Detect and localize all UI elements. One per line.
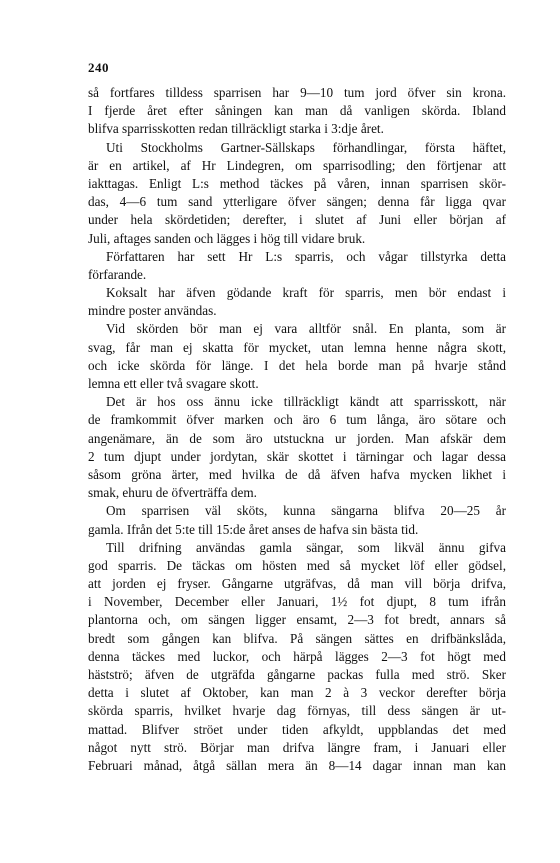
text-line: blifva sparrisskotten redan tillräckligt starka i 3:dje året.	[88, 121, 384, 137]
text-line: Till drifning användas gamla sängar, som likväl ännu gifva	[106, 539, 506, 555]
text-line: denna täckes med luckor, och härpå lägges 2—3 fot högt med	[88, 648, 506, 664]
text-line: 2 tum djupt under jordytan, skär skottet i tärningar och lagar dessa	[88, 448, 506, 464]
text-line: iakttagas. Enligt L:s method täckes på våren, innan sparrisen skör-	[88, 175, 506, 191]
text-line: så fortfares tilldess sparrisen har 9—10 tum jord öfver sin krona.	[88, 85, 506, 100]
text-line: förfarande.	[88, 266, 147, 282]
text-line: detta i slutet af Oktober, kan man 2 à 3 veckor derefter börja	[88, 685, 506, 701]
text-line: och icke skörda för länge. I det hela borde man på hvarje stånd	[88, 357, 506, 373]
text-line: hästströ; äfven de utgräfda gångarne packas fulla med strö. Sker	[88, 667, 506, 682]
text-line: smak, ehuru de öfverträffa dem.	[88, 485, 257, 501]
text-line: under hela skördetiden; derefter, i slutet af Juni eller början af	[88, 212, 506, 228]
text-line: något nytt strö. Börjar man drifva längre fram, i Januari eller	[88, 739, 506, 755]
text-line: mindre poster användas.	[88, 303, 217, 319]
text-line: de framkommit öfver marken och äro 6 tum långa, äro sötare och	[88, 412, 506, 428]
text-line: Uti Stockholms Gartner-Sällskaps förhandlingar, första häftet,	[106, 139, 506, 155]
text-line: das, 4—6 tum sand ytterligare öfver sängen; denna får ligga qvar	[88, 194, 506, 210]
book-page	[88, 60, 506, 775]
text-line: lemna ett eller två svagare skott.	[88, 376, 259, 391]
text-line: Vid skörden bör man ej vara alltför snål. En planta, som är	[106, 321, 506, 337]
text-line: I fjerde året efter såningen kan man då vanligen skörda. Ibland	[88, 103, 506, 119]
text-line: bredt som gången kan blifva. På sängen sättes en drifbänkslåda,	[88, 630, 506, 646]
text-line: såsom gröna ärter, med hvilka de då äfven hafva mycken likhet i	[88, 466, 506, 482]
text-line: plantorna och, om sängen ligger ensamt, 2—3 fot bredt, annars så	[88, 612, 506, 628]
text-line: i November, December eller Januari, 1½ fot djupt, 8 tum ifrån	[88, 594, 506, 610]
text-line: Om sparrisen väl sköts, kunna sängarna blifva 20—25 år	[106, 503, 506, 519]
text-line: Författaren har sett Hr L:s sparris, och vågar tillstyrka detta	[106, 248, 506, 264]
text-line: god sparris. De täckas om hösten med så mycket löf eller gödsel,	[88, 557, 506, 573]
text-line: är en artikel, af Hr Lindegren, om sparrisodling; den förtjenar att	[88, 157, 506, 173]
text-line: Det är hos oss ännu icke tillräckligt kändt att sparrisskott, när	[106, 394, 506, 410]
text-line: mattad. Blifver ströet under tiden afkyldt, uppblandas det med	[88, 721, 506, 737]
text-line: angenämare, än de som äro utstuckna ur jorden. Man afskär dem	[88, 430, 506, 446]
text-line: Februari månad, åtgå sällan mera än 8—14 dagar innan man kan	[88, 757, 506, 773]
text-line: Koksalt har äfven gödande kraft för sparris, men bör endast i	[106, 285, 506, 301]
page-body-text	[88, 84, 506, 775]
page-number: 240	[88, 60, 109, 75]
text-line: Juli, aftages sanden och lägges i hög till vidare bruk.	[88, 230, 366, 246]
text-line: att jorden ej fryser. Gångarne utgräfvas, då man vill börja drifva,	[88, 576, 506, 592]
text-line: gamla. Ifrån det 5:te till 15:de året anses de hafva sin bästa tid.	[88, 521, 419, 537]
text-line: skörda sparris, hvilket hvarje dag förnyas, till dess sängen är ut-	[88, 703, 506, 719]
text-line: svag, får man ej skatta för mycket, utan lemna henne några skott,	[88, 339, 506, 355]
